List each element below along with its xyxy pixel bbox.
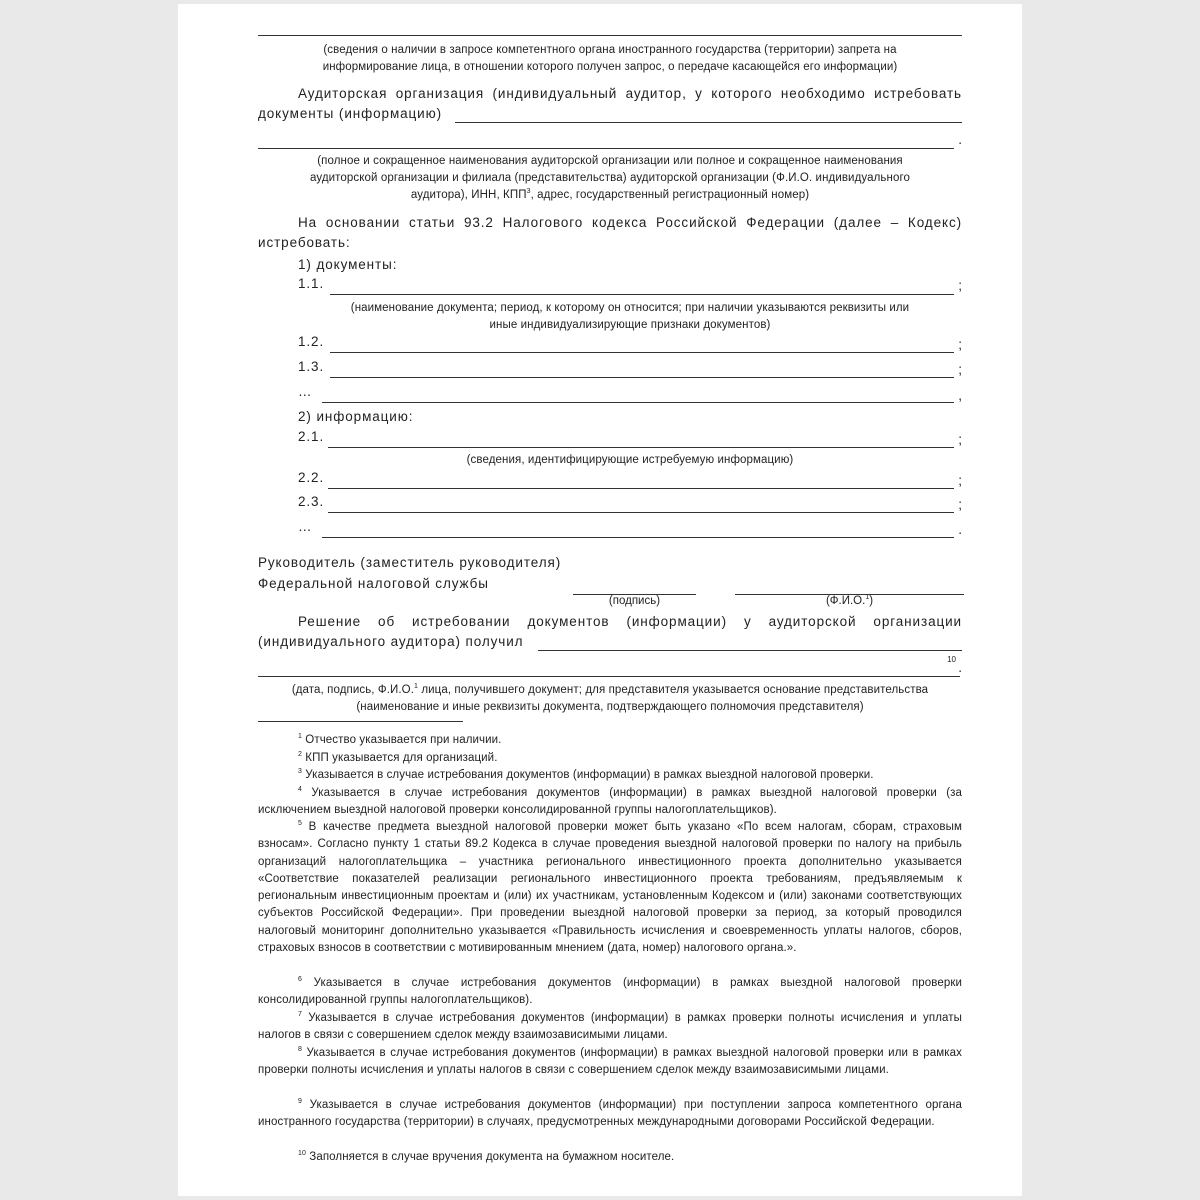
- basis-line-2: истребовать:: [258, 235, 351, 250]
- doc-item-number: 1.3.: [298, 359, 325, 374]
- received-period: .: [958, 660, 962, 675]
- footnote-6: $^6$ Указывается в случае истребования документов (информации) в рамках выездной налоговой проверки консолидированной группы налогоплательщиков).: [258, 976, 962, 1007]
- info-item-line: [328, 447, 954, 448]
- top-caption-1: (сведения о наличии в запросе компетентного органа иностранного государства (территории) запрета на: [323, 44, 897, 56]
- doc-item-line: [322, 402, 954, 403]
- received-caption-2: (наименование и иные реквизиты документа, подтверждающего полномочия представителя): [356, 701, 864, 713]
- basis-line-1: На основании статьи 93.2 Налогового кодекса Российской Федерации (далее – Кодекс): [298, 215, 962, 230]
- head-title-line-2: Федеральной налоговой службы: [258, 576, 489, 591]
- info-caption: (сведения, идентифицирующие истребуемую информацию): [466, 454, 794, 466]
- info-item-semicolon: ;: [958, 432, 962, 447]
- info-item-number: 2.3.: [298, 494, 325, 509]
- footnote-1: $^1$ Отчество указывается при наличии.: [298, 733, 502, 746]
- auditor-paragraph-line-1: Аудиторская организация (индивидуальный аудитор, у которого необходимо истребовать: [298, 86, 962, 101]
- doc-item-line: [330, 294, 954, 295]
- info-item-number: 2.2.: [298, 470, 325, 485]
- auditor-caption-3: аудитора), ИНН, КПП$^3$, адрес, государственный регистрационный номер): [410, 188, 810, 201]
- footnote-9: $^9$ Указывается в случае истребования документов (информации) при поступлении запроса компетентного органа иностранного государства (территории) в случаях, предусмотренных международными договорами Российской Федерации.: [258, 1098, 962, 1129]
- doc-item-number: …: [298, 384, 313, 399]
- footnote-10: $^{10}$ Заполняется в случае вручения документа на бумажном носителе.: [298, 1150, 675, 1163]
- footnote-2: $^2$ КПП указывается для организаций.: [298, 751, 498, 764]
- doc-item-comma: ,: [958, 388, 962, 403]
- footnote-ref-3: 3: [526, 188, 531, 195]
- auditor-period: .: [958, 132, 962, 147]
- info-item-number: 2.1.: [298, 429, 325, 444]
- doc-item-line: [330, 352, 954, 353]
- footnote-3: $^3$ Указывается в случае истребования документов (информации) в рамках выездной налоговой проверки.: [298, 768, 874, 781]
- received-line-1: Решение об истребовании документов (информации) у аудиторской организации: [298, 614, 962, 629]
- footnote-ref-1: 1: [414, 683, 419, 690]
- received-field-line-2: [258, 676, 960, 677]
- received-field-line-1: [538, 650, 962, 651]
- auditor-paragraph-line-2: документы (информацию): [258, 106, 443, 121]
- received-caption-1: (дата, подпись, Ф.И.О.$^1$ лица, получившего документ; для представителя указывается основание представительства: [291, 683, 929, 696]
- top-caption-2: информирование лица, в отношении которого получен запрос, о передаче касающейся его информации): [322, 61, 898, 73]
- footnote-ref-1: 1: [865, 594, 870, 601]
- info-item-number: …: [298, 519, 313, 534]
- info-item-line: [328, 488, 954, 489]
- footnote-separator: [258, 721, 463, 722]
- info-item-period: .: [958, 522, 962, 537]
- received-line-2: (индивидуального аудитора) получил: [258, 634, 524, 649]
- info-item-line: [328, 512, 954, 513]
- fio-caption: (Ф.И.О.$^1$): [825, 594, 874, 607]
- doc-item-number: 1.2.: [298, 334, 325, 349]
- head-title-line-1: Руководитель (заместитель руководителя): [258, 555, 562, 570]
- info-item-line: [322, 537, 954, 538]
- document-page: (сведения о наличии в запросе компетентного органа иностранного государства (территории) запрета на информирование лица, в отношении которого получен запрос, о передаче касающейся его информации) Аудиторская организация (индивидуальный аудитор, у которого необходимо истребовать документы (информацию) . (полное и сокращенное наименования аудиторской организации или полное и сокращенное наименования аудиторской организации и филиала (представительства) аудиторской организации (Ф.И.О. индивидуального аудитора), ИНН, КПП$^3$, адрес, государственный регистрационный номер) На основании статьи 93.2 Налогового кодекса Российской Федерации (далее – Кодекс) истребовать: 1) документы: 1.1. ; (наименование документа; период, к которому он относится; при наличии указываются реквизиты или иные индивидуализирующие признаки документов) 1.2. ; 1.3. ; … , 2) информацию: 2.1. ; (сведения, идентифицирующие истребуемую информацию) 2.2. ; 2.3. ; … . Руководитель (заместитель руководителя) Федеральной налоговой службы (подпись) (Ф.И.О.$^1$) Решение об истребовании документов (информации) у аудиторской организации (индивидуального аудитора) получил 10 . (дата, подпись, Ф.И.О.$^1$ лица, получившего документ; для представителя указывается основание представительства (наименование и иные реквизиты документа, подтверждающего полномочия представителя) $^1$ Отчество указывается при наличии. $^2$ КПП указывается для организаций. $^3$ Указывается в случае истребования документов (информации) в рамках выездной налоговой проверки. $^4$ Указывается в случае истребования документов (информации) в рамках выездной налоговой проверки (за исключением выездной налоговой проверки консолидированной группы налогоплательщиков). $^5$ В качестве предмета выездной налоговой проверки может быть указано «По всем налогам, сборам, страховым взносам». Согласно пункту 1 статьи 89.2 Кодекса в случае проведения выездной налоговой проверки по налогу на прибыль организаций налогоплательщика – участника регионального инвестиционного проекта дополнительно указывается «Соответствие показателей реализации регионального инвестиционного проекта требованиям, предъявляемым к региональным инвестиционным проектам и (или) их участникам, установленным Кодексом и (или) законами соответствующих субъектов Российской Федерации». При проведении выездной налоговой проверки за период, за который проводился налоговый мониторинг дополнительно указывается «Правильность исчисления и своевременность уплаты налогов, сборов, страховых взносов в соответствии с мотивированным мнением (дата, номер) налогового органа.». $^6$ Указывается в случае истребования документов (информации) в рамках выездной налоговой проверки консолидированной группы налогоплательщиков). $^7$ Указывается в случае истребования документов (информации) в рамках проверки полноты исчисления и уплаты налогов в связи с совершением сделок между взаимозависимыми лицами. $^8$ Указывается в случае истребования документов (информации) в рамках выездной налоговой проверки или в рамках проверки полноты исчисления и уплаты налогов в связи с совершением сделок между взаимозависимыми лицами. $^9$ Указывается в случае истребования документов (информации) при поступлении запроса компетентного органа иностранного государства (территории) в случаях, предусмотренных международными договорами Российской Федерации. $^{10}$ Заполняется в случае вручения документа на бумажном носителе.: [178, 4, 1022, 1196]
- doc-caption-2: иные индивидуализирующие признаки документов): [489, 319, 771, 331]
- doc-item-semicolon: ;: [958, 362, 962, 377]
- auditor-field-line-1: [455, 122, 962, 123]
- information-heading: 2) информацию:: [298, 409, 414, 424]
- doc-caption-1: (наименование документа; период, к которому он относится; при наличии указываются реквизиты или: [350, 302, 910, 314]
- documents-heading: 1) документы:: [298, 257, 398, 272]
- doc-item-semicolon: ;: [958, 278, 962, 293]
- footnote-8: $^8$ Указывается в случае истребования документов (информации) в рамках выездной налоговой проверки или в рамках проверки полноты исчисления и уплаты налогов в связи с совершением сделок между взаимозависимыми лицами.: [258, 1046, 963, 1077]
- auditor-field-line-2: [258, 148, 954, 149]
- footnote-7: $^7$ Указывается в случае истребования документов (информации) в рамках проверки полноты исчисления и уплаты налогов в связи с совершением сделок между взаимозависимыми лицами.: [258, 1011, 962, 1042]
- info-item-semicolon: ;: [958, 473, 962, 488]
- footnote-4: $^4$ Указывается в случае истребования документов (информации) в рамках выездной налоговой проверки (за исключением выездной налоговой проверки консолидированной группы налогоплательщиков).: [258, 786, 962, 817]
- auditor-caption-1: (полное и сокращенное наименования аудиторской организации или полное и сокращенное наименования: [317, 155, 903, 167]
- info-item-semicolon: ;: [958, 497, 962, 512]
- doc-item-line: [330, 377, 954, 378]
- top-blank-line: [258, 35, 962, 36]
- doc-item-semicolon: ;: [958, 337, 962, 352]
- auditor-caption-2: аудиторской организации и филиала (представительства) аудиторской организации (Ф.И.О. индивидуального: [310, 172, 910, 184]
- footnote-5: $^5$ В качестве предмета выездной налоговой проверки может быть указано «По всем налогам, сборам, страховым взносам». Согласно пункту 1 статьи 89.2 Кодекса в случае проведения выездной налоговой проверки по налогу на прибыль организаций налогоплательщика – участника регионального инвестиционного проекта дополнительно указывается «Соответствие показателей реализации регионального инвестиционного проекта требованиям, предъявляемым к региональным инвестиционным проектам и (или) их участникам, установленным Кодексом и (или) законами соответствующих субъектов Российской Федерации». При проведении выездной налоговой проверки за период, за который проводился налоговый мониторинг дополнительно указывается «Правильность исчисления и своевременность уплаты налогов, сборов, страховых взносов в соответствии с мотивированным мнением (дата, номер) налогового органа.».: [258, 820, 963, 955]
- doc-item-number: 1.1.: [298, 276, 325, 291]
- signature-caption: (подпись): [608, 595, 661, 607]
